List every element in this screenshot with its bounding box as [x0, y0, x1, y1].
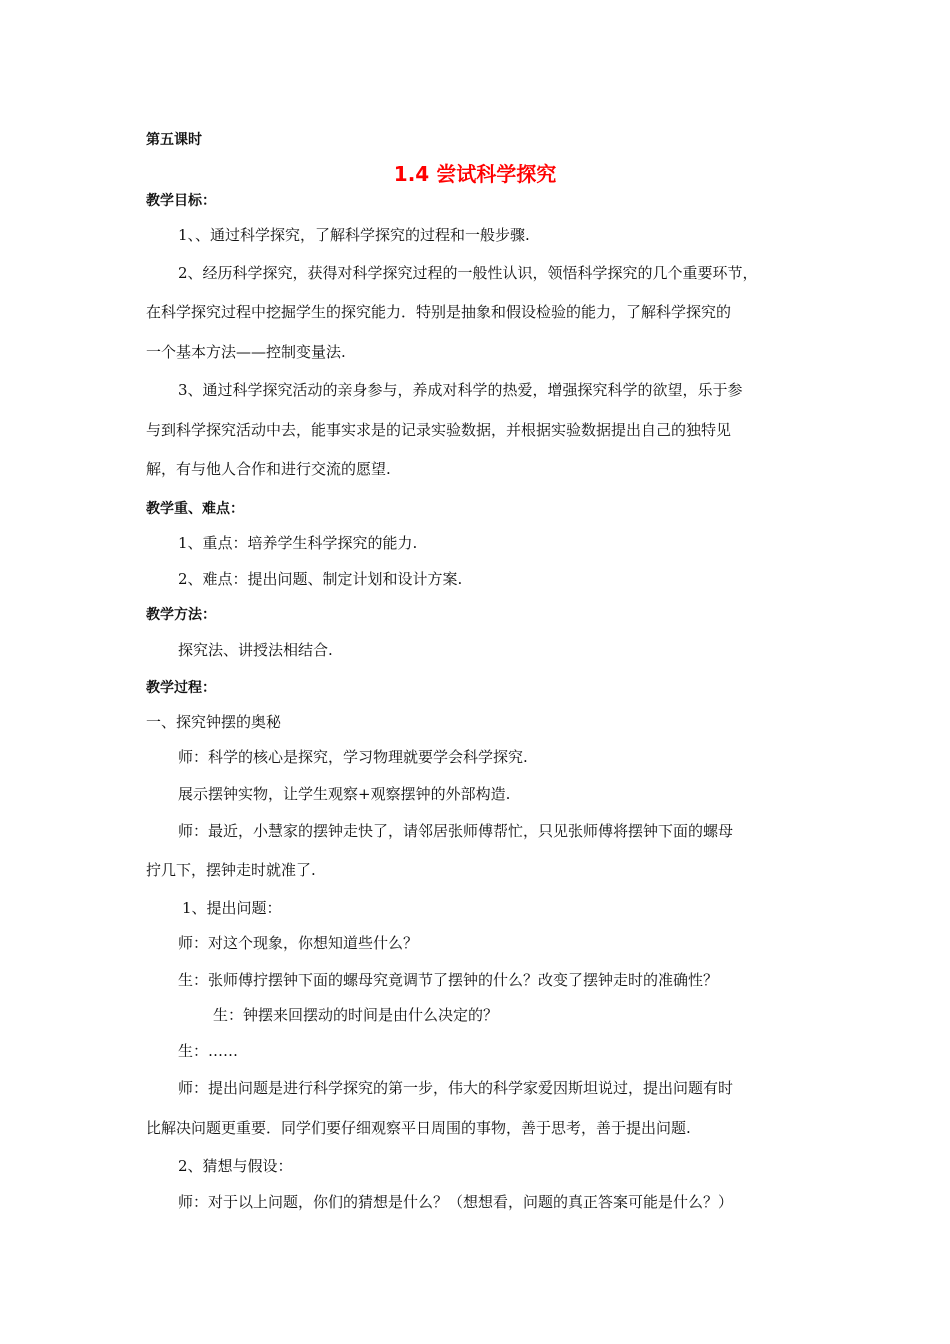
- paragraph-3-line-2: 拧几下，摆钟走时就准了.: [146, 861, 316, 879]
- step-1-heading: 1、提出问题：: [182, 899, 282, 917]
- key-points-heading: 教学重、难点：: [146, 501, 244, 517]
- step-2-heading: 2、猜想与假设：: [178, 1157, 293, 1175]
- objective-3-line-3: 解，有与他人合作和进行交流的愿望.: [146, 460, 391, 478]
- objectives-heading: 教学目标：: [146, 193, 216, 209]
- key-point-1: 1、重点：培养学生科学探究的能力.: [178, 534, 418, 552]
- paragraph-1: 师：科学的核心是探究，学习物理就要学会科学探究.: [178, 748, 528, 766]
- process-heading: 教学过程：: [146, 680, 216, 696]
- paragraph-3-line-1: 师：最近，小慧家的摆钟走快了，请邻居张师傅帮忙，只见张师傅将摆钟下面的螺母: [178, 822, 734, 840]
- objective-1: 1、、通过科学探究，了解科学探究的过程和一般步骤.: [178, 226, 530, 244]
- objective-2-line-1: 2、经历科学探究，获得对科学探究过程的一般性认识，领悟科学探究的几个重要环节，: [178, 264, 758, 282]
- section-1-heading: 一、探究钟摆的奥秘: [146, 713, 282, 731]
- method-heading: 教学方法：: [146, 607, 216, 623]
- dialogue-4: 生：……: [178, 1042, 239, 1060]
- dialogue-3: 生：钟摆来回摆动的时间是由什么决定的？: [213, 1006, 499, 1024]
- objective-2-line-2: 在科学探究过程中挖掘学生的探究能力．特别是抽象和假设检验的能力，了解科学探究的: [146, 303, 732, 321]
- paragraph-5: 师：对于以上问题，你们的猜想是什么？（想想看，问题的真正答案可能是什么？）: [178, 1193, 734, 1211]
- lesson-label: 第五课时: [146, 132, 202, 148]
- dialogue-2: 生：张师傅拧摆钟下面的螺母究竟调节了摆钟的什么？改变了摆钟走时的准确性？: [178, 971, 719, 989]
- document-title: 1.4 尝试科学探究: [393, 162, 557, 186]
- paragraph-4-line-2: 比解决问题更重要．同学们要仔细观察平日周围的事物，善于思考，善于提出问题.: [146, 1119, 691, 1137]
- method-text: 探究法、讲授法相结合.: [178, 641, 333, 659]
- key-point-2: 2、难点：提出问题、制定计划和设计方案.: [178, 570, 463, 588]
- paragraph-2: 展示摆钟实物，让学生观察+观察摆钟的外部构造.: [178, 785, 511, 803]
- objective-3-line-2: 与到科学探究活动中去，能事实求是的记录实验数据，并根据实验数据提出自己的独特见: [146, 421, 732, 439]
- paragraph-4-line-1: 师：提出问题是进行科学探究的第一步，伟大的科学家爱因斯坦说过，提出问题有时: [178, 1079, 734, 1097]
- dialogue-1: 师：对这个现象，你想知道些什么？: [178, 934, 419, 952]
- objective-3-line-1: 3、通过科学探究活动的亲身参与，养成对科学的热爱，增强探究科学的欲望，乐于参: [178, 381, 743, 399]
- objective-2-line-3: 一个基本方法——控制变量法.: [146, 343, 346, 361]
